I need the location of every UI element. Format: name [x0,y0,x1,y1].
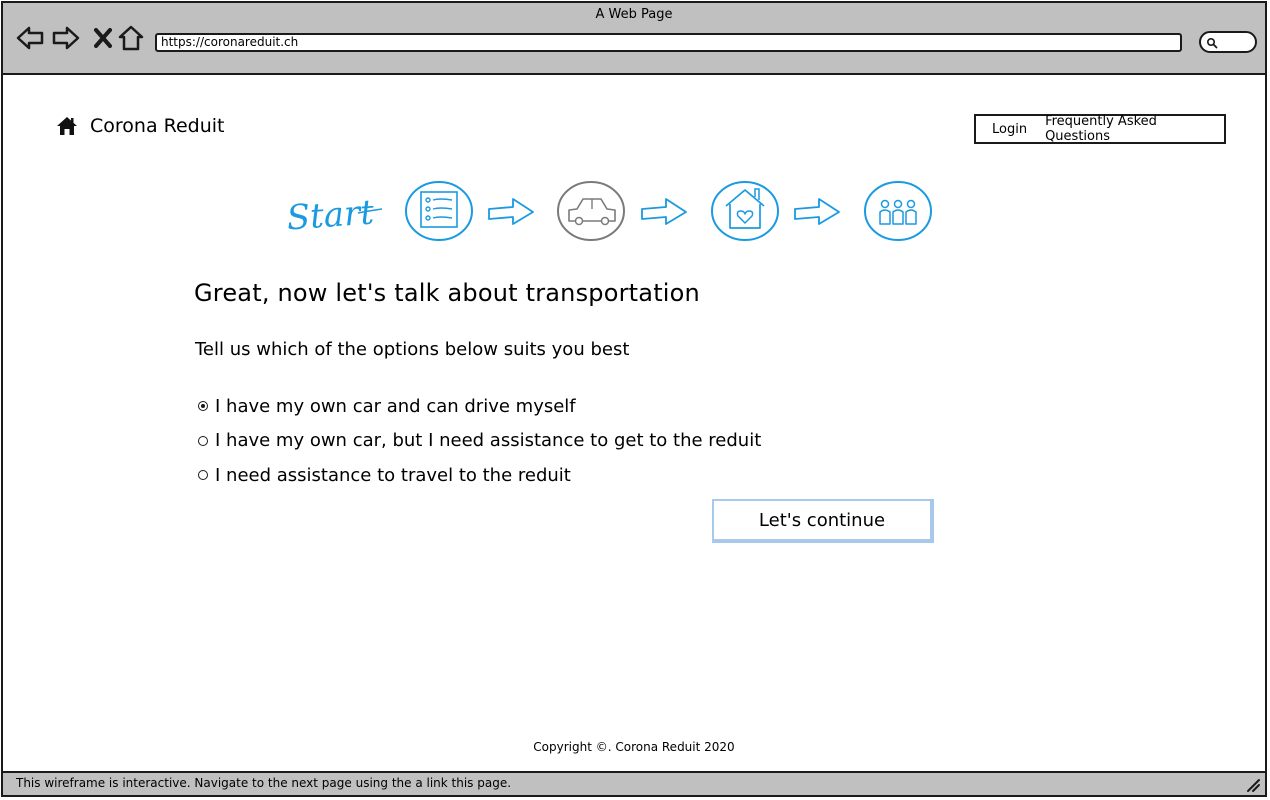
faq-link[interactable]: Frequently Asked Questions [1045,114,1157,144]
option-own-car-drive[interactable] [198,389,761,424]
back-icon[interactable] [15,23,45,53]
step-arrow-icon [795,199,839,224]
copyright-text: Copyright ©. Corona Reduit 2020 [533,740,735,754]
status-bar [3,771,1265,795]
radio-button[interactable] [198,401,208,411]
resize-grip-icon[interactable] [1245,777,1261,793]
page-subtitle: Tell us which of the options below suits you best [195,339,630,360]
url-input[interactable]: https://coronareduit.ch [155,33,1182,52]
forward-icon[interactable] [51,23,81,53]
page-title: Great, now let's talk about transportation [194,279,700,307]
option-own-car-assistance[interactable] [198,424,761,459]
brand-name: Corona Reduit [90,115,225,137]
browser-chrome [3,3,1265,75]
home-nav-icon[interactable] [116,23,146,53]
step-car-icon [558,182,624,240]
option-label: I have my own car, but I need assistance to get to the reduit [215,430,762,452]
window-title: A Web Page [595,7,673,22]
step-people-icon [865,182,931,240]
step-arrow-icon [489,199,533,224]
progress-stepper [283,179,943,245]
step-arrow-icon [642,199,686,224]
browser-window [1,1,1267,797]
transport-options [198,389,761,493]
stepper-start-label: Start [285,192,376,239]
brand[interactable] [56,115,225,137]
search-field[interactable] [1199,31,1257,53]
home-icon [56,116,78,136]
option-need-assistance[interactable] [198,458,761,493]
close-icon[interactable] [88,23,118,53]
top-navigation [974,114,1226,144]
search-icon [1206,37,1218,49]
step-checklist-icon [406,182,472,240]
radio-button[interactable] [198,470,208,480]
login-link[interactable]: Login [992,121,1028,137]
option-label: I have my own car and can drive myself [215,395,576,417]
status-text: This wireframe is interactive. Navigate to the next page using the a link this page. [16,776,512,790]
option-label: I need assistance to travel to the reduit [215,464,571,486]
radio-button[interactable] [198,436,208,446]
continue-button[interactable]: Let's continue [712,499,934,543]
step-house-heart-icon [712,182,778,240]
